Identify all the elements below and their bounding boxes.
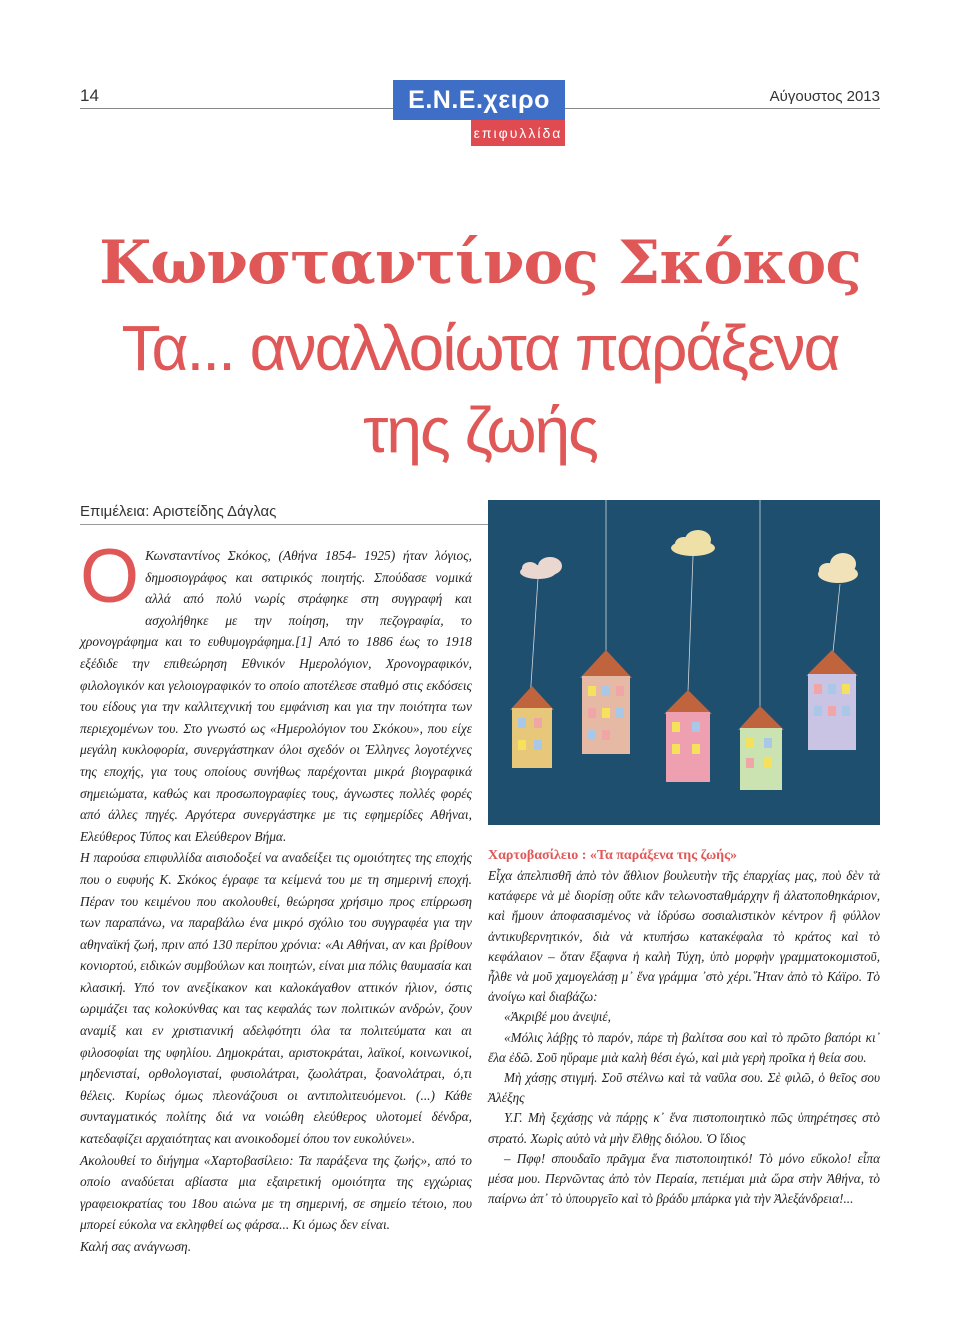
issue-date: Αύγουστος 2013 [769,88,880,105]
article-title: Κωνσταντίνος Σκόκος [99,228,861,298]
story-heading: Χαρτοβασίλειο : «Τα παράξενα της ζωής» [488,848,738,863]
body-paragraph-2: Η παρούσα επιφυλλίδα αισιοδοξεί να αναδείξει τις ομοιότητες της εποχής που ο ευφυής Κ. Σκόκος έγραφε τα κείμενά του με τη σημερινή εποχή. Πέραν του κειμένου που ακολουθεί, θεώρησα χρήσιμο προς επίρρωση των παραπάνω, να παραβάλω ένα μικρό σχόλιο του συγγραφέα για την αθηναϊκή ζωή, πριν από 130 περίπου χρόνια: «Αι Αθήναι, αν και βρίθουν κονιορτού, ειδικών συμβούλων και ποιητών, είναι μια πόλις θαυμασία και κλασική. Υπό τον ανεξίκακον και καλοκάγαθον αττικόν ήλιον, όστις ωριμάζει τας κολοκύνθας και τας κεφαλάς των πολιτικών ανδρών, ζουν αναμίξ και εν χριστιανική αδελφότητι όλα τα πολιτεύματα και αι φιλοσοφίαι της υφηλίου. Δημοκράται, αριστοκράται, λαϊκοί, κοινωνικοί, μηδενισταί, ορθολογισταί, φυσιολάτραι, ζωολάτραι, ξοανολάτραι, ό,τι θέλεις. Κυρίως όμως πλεονάζουσι οι αντιπολιτευόμενοι. (...) Κάθε συνταγματικός πολίτης διά να νοιώθη ελεύθερος υλοτομεί δένδρα, κατεδαφίζει αρχαιότητας και ανοικοδομεί όπου τον ευκολύνει». [80,850,472,1147]
article-subtitle-line1: Τα... αναλλοίωτα παράξενα [121,312,839,384]
editor-credit: Επιμέλεια: Αριστείδης Δάγλας [80,503,277,520]
logo-bottom: επιφυλλίδα [471,120,565,146]
body-paragraph-4: Καλή σας ανάγνωση. [80,1239,192,1254]
drop-cap: Ο [80,534,140,619]
intro-text: Κωνσταντίνος Σκόκος, (Αθήνα 1854- 1925) ήταν λόγιος, δημοσιογράφος και σατιρικός ποιητής. Σπούδασε νομικά αλλά από πολύ νωρίς στράφηκε στη συγγραφή και ασχολήθηκε με την ποίηση, την πεζογραφία, το χρονογράφημα και το ευθυμογράφημα.[1] Από το 1886 έως το 1918 εξέδιδε την επιθεώρηση Εθνικόν Ημερολόγιον, Χρονογραφικόν, φιλολογικόν και γελοιογραφικόν το οποίο αποτέλεσε σταθμό στις εκδόσεις του είδους για την καλλιτεχνική του εμφάνιση και για την ποιότητα των περιεχομένων του. Στο γνωστό ως «Ημερολόγιον του Σκόκου», που είχε μεγάλη κυκλοφορία, συνεργάστηκαν όλοι σχεδόν οι Έλληνες λογοτέχνες της εποχής, για τους οποίους συνήθως παρέχονται μικρά βιογραφικά σημειώματα, καθώς και προσωπογραφίες τους, άγνωστες πολλές φορές από άλλες πηγές. Αργότερα συνεργάστηκε με τις εφημερίδες Αθήναι, Ελεύθερος Τύπος και Ελεύθερον Βήμα. [80,548,472,844]
body-paragraph-3: Ακολουθεί το διήγημα «Χαρτοβασίλειο: Τα παράξενα της ζωής», από το οποίο αναδύεται αβίαστα μια εξαιρετική ομοιότητα της εγχώριας γραφειοκρατίας του 18ου αιώνα με τη σημερινή, σε σημείο τέτοιο, που μπορεί εύκολα να εκληφθεί ως φάρσα... Κι όμως δεν είναι. [80,1152,472,1233]
hanging-houses-illustration [488,500,880,825]
right-column [488,866,880,1209]
story-paragraph-4: Μὴ χάσῃς στιγμή. Σοῦ στέλνω καὶ τὰ ναῦλα σου. Σὲ φιλῶ, ὁ θεῖος σου Ἀλέξης [488,1070,880,1106]
left-column [80,534,472,1258]
article-subtitle-line2: της ζωής [363,394,597,466]
story-paragraph-5: Υ.Γ. Μὴ ξεχάσῃς νὰ πάρῃς κ᾽ ἕνα πιστοποιητικὸ πῶς ὑπηρέτησες στὸ στρατό. Χωρὶς αὐτὸ νὰ μὴν ἔλθῃς διόλου. Ὁ ἴδιος [488,1110,880,1146]
intro-paragraph [80,534,472,847]
editor-rule [80,524,490,525]
page-number: 14 [80,86,99,105]
story-paragraph-6: – Πφφ! σπουδαῖο πρᾶγμα ἕνα πιστοποιητικό! Τὸ μόνο εὔκολο! εἶπα μέσα μου. Περνῶντας ἀπὸ τὸν Περαία, πετιέμαι μιὰ ὥρα στὴν Ἀθήνα, τὸ παίρνω ἀπ᾽ τὸ ὑπουργεῖο καὶ τὸ βράδυ μπάρκα γιὰ τὴν Ἀλεξάνδρεια!... [488,1150,880,1207]
story-paragraph-2: «Ἀκριβέ μου ἀνεψιέ, [504,1009,611,1025]
logo-top: Ε.Ν.Ε.χειρο [393,80,565,120]
story-paragraph-1: Εἶχα ἀπελπισθῆ ἀπὸ τὸν ἄθλιον βουλευτὴν τῆς ἐπαρχίας μας, ποὺ δὲν τὰ κατάφερε νὰ μὲ διορίσῃ οὔτε κἂν τελωνοσταθμάρχην ἢ ἀλατοποθηκάριον, καὶ ἤμουν ἀποφασισμένος νὰ ἱδρύσω σοσιαλιστικὸν κέντρον ἢ φύλλον ἀντικυβερνητικόν, διὰ νὰ κτυπήσω κατακέφαλα τὸ κράτος καὶ τὸ κεφάλαιον – ὅταν ἔξαφνα ἡ καλὴ Τύχη, ὑπὸ μορφὴν γραμματοκομιστοῦ, ἦλθε νὰ μοῦ χαμογελάσῃ μ᾽ ἕνα γράμμα ᾽στὸ χέρι.῞Ηταν ἀπὸ τὸ Κάϊρο. Τὸ ἀνοίγω καὶ διαβάζω: [488,868,880,1005]
logo [393,80,565,146]
story-paragraph-3: «Μόλις λάβῃς τὸ παρόν, πάρε τὴ βαλίτσα σου καὶ τὸ πρῶτο βαπόρι κι᾽ ἔλα ἐδῶ. Σοῦ ηὕραμε μιὰ καλὴ θέσι ἐγώ, καὶ μιὰ γερὴ προῖκα ἡ θεία σου. [488,1029,880,1065]
